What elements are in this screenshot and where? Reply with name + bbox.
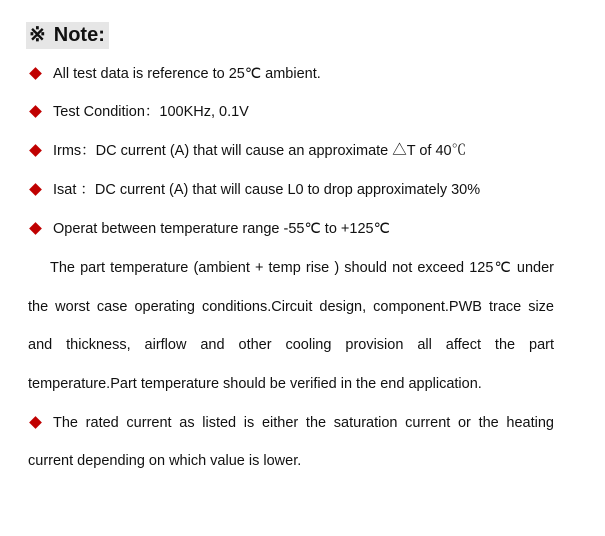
bullet-item	[28, 180, 554, 200]
note-heading	[26, 22, 109, 49]
red-diamond-bullet-icon	[29, 67, 42, 80]
bullet-item	[28, 102, 554, 122]
bullet-text: Operat between temperature range -55℃ to +125℃	[53, 221, 390, 237]
bullet-text: Test Condition：100KHz, 0.1V	[53, 104, 249, 120]
red-diamond-bullet-icon	[29, 105, 42, 118]
paragraph-line: temperature.Part temperature should be verified in the end application.	[28, 376, 482, 392]
paragraph-line: the worst case operating conditions.Circuit design, component.PWB trace size	[28, 299, 554, 315]
final-note-item	[28, 413, 554, 433]
bullet-item	[28, 64, 554, 84]
red-diamond-bullet-icon	[29, 183, 42, 196]
bullet-item	[28, 219, 554, 239]
reference-mark-icon: ※	[29, 24, 46, 46]
final-note-text: The rated current as listed is either the saturation current or the heating	[53, 415, 554, 431]
paragraph-line: The part temperature (ambient + temp rise ) should not exceed 125℃ under	[50, 260, 554, 276]
bullet-text: Isat ：DC current (A) that will cause L0 to drop approximately 30%	[53, 182, 481, 198]
red-diamond-bullet-icon	[29, 144, 42, 157]
bullet-text: Irms：DC current (A) that will cause an approximate △T of 40℃	[53, 143, 467, 159]
final-note-line: current depending on which value is lower.	[28, 453, 302, 469]
note-title: Note:	[53, 24, 105, 46]
bullet-item	[28, 141, 554, 161]
paragraph-line: and thickness, airflow and other cooling provision all affect the part	[28, 337, 554, 353]
red-diamond-bullet-icon	[29, 416, 42, 429]
red-diamond-bullet-icon	[29, 222, 42, 235]
bullet-text: All test data is reference to 25℃ ambient.	[53, 66, 321, 82]
